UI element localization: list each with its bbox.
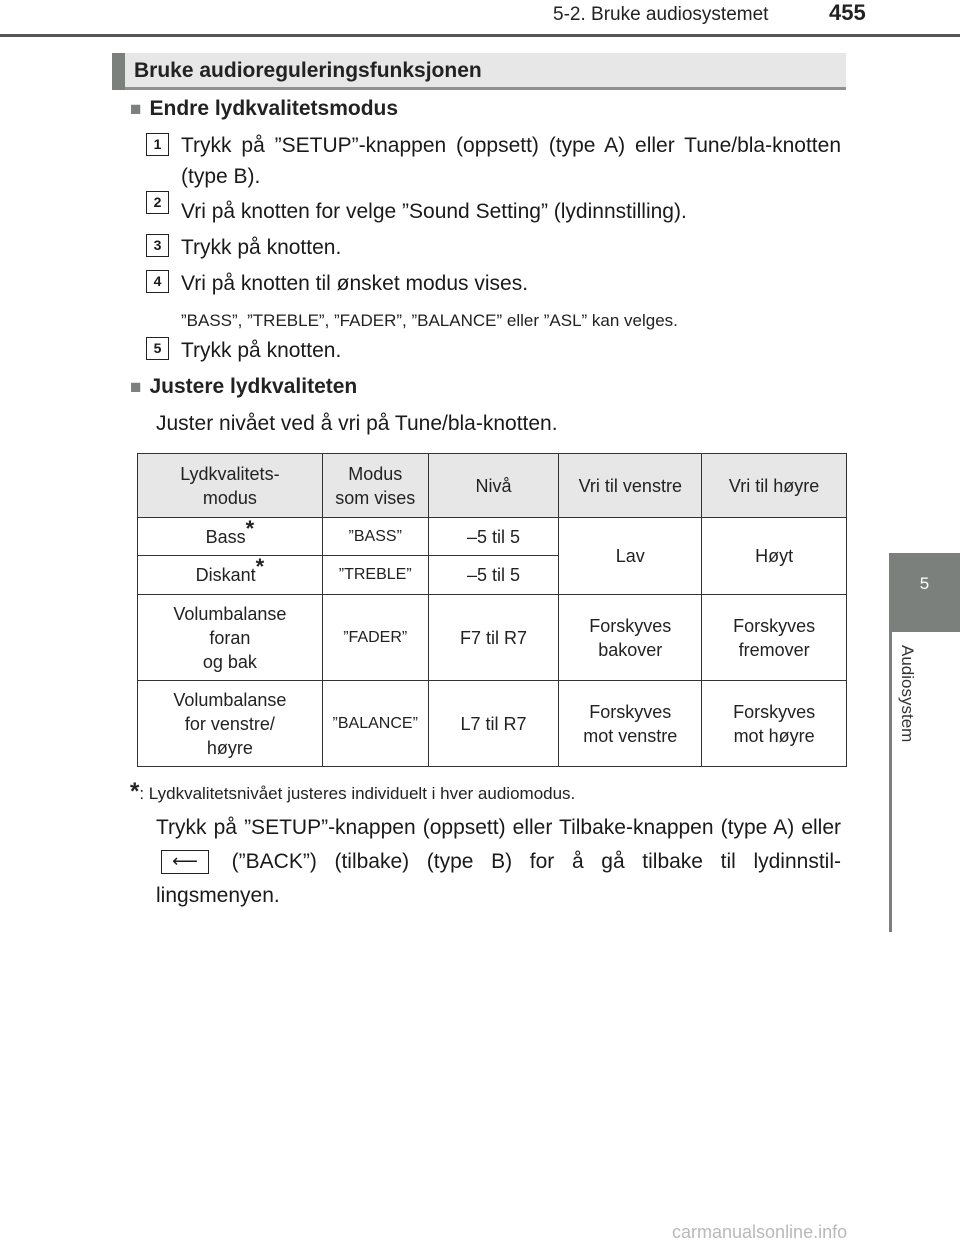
- subsection-title: Endre lydkvalitetsmodus: [149, 97, 399, 120]
- page-number: 455: [829, 0, 866, 25]
- cell-text: –5 til 5: [467, 565, 521, 585]
- step-text: Vri på knotten for velge ”Sound Setting” (lydinnstilling).: [181, 200, 687, 223]
- table-cell-display: [322, 518, 428, 556]
- subsection-intro: Juster nivået ved å vri på Tune/bla-knotten.: [156, 412, 558, 435]
- sound-quality-table: [137, 453, 847, 767]
- section-heading-bar: [112, 53, 846, 90]
- cell-text: Forskyves fremover: [733, 615, 816, 660]
- cell-text: ”FADER”: [343, 628, 408, 646]
- table-cell-mode: [138, 595, 323, 681]
- cell-text: Diskant: [195, 565, 256, 585]
- square-bullet-icon: ■: [130, 99, 142, 120]
- footnote-star: *: [245, 515, 255, 541]
- chapter-number: 5: [919, 574, 930, 593]
- cell-text: Forskyves bakover: [589, 615, 672, 660]
- watermark: carmanualsonline.info: [672, 1222, 848, 1242]
- step-number: 4: [146, 270, 169, 293]
- table-cell-right: [702, 681, 847, 767]
- cell-text: Volumbalanse foran og bak: [173, 603, 287, 672]
- table-row: [138, 595, 847, 681]
- cell-text: –5 til 5: [467, 526, 521, 547]
- step-text: Vri på knotten til ønsket modus vises.: [181, 272, 529, 295]
- step-note: ”BASS”, ”TREBLE”, ”FADER”, ”BALANCE” eller ”ASL” kan velges.: [181, 311, 678, 330]
- section-heading-mark: [112, 53, 125, 90]
- table-cell-right: [702, 518, 847, 595]
- closing-text-part2: (”BACK”) (tilbake) (type B) for å gå tilbake til lydinnstil-lingsmenyen.: [156, 850, 841, 907]
- step-number: 3: [146, 234, 169, 257]
- table-cell-level: [428, 681, 559, 767]
- cell-text: Forskyves mot venstre: [583, 701, 678, 746]
- cell-text: ”BALANCE”: [332, 714, 418, 732]
- subsection-title: Justere lydkvaliteten: [149, 375, 358, 398]
- subsection-endre: [130, 97, 398, 121]
- column-header: [428, 454, 559, 518]
- table-cell-display: [322, 681, 428, 767]
- column-header-text: Nivå: [475, 475, 512, 496]
- step-number: 2: [146, 191, 169, 214]
- step-text: Trykk på knotten.: [181, 236, 342, 259]
- table-cell-display: [322, 556, 428, 595]
- section-title: Bruke audioreguleringsfunksjonen: [134, 59, 482, 82]
- cell-text: Forskyves mot høyre: [733, 701, 816, 746]
- table-cell-mode: [138, 556, 323, 595]
- table-cell-left: [559, 518, 702, 595]
- cell-text: ”BASS”: [348, 527, 402, 545]
- header-section-title: 5-2. Bruke audiosystemet: [553, 4, 769, 25]
- step-number: 1: [146, 133, 169, 156]
- back-key-icon: [161, 850, 209, 874]
- table-cell-display: [322, 595, 428, 681]
- cell-text: Bass: [205, 526, 246, 547]
- table-cell-left: [559, 681, 702, 767]
- table-cell-mode: [138, 681, 323, 767]
- cell-text: Volumbalanse for venstre/ høyre: [173, 689, 287, 758]
- cell-text: Høyt: [755, 546, 794, 566]
- table-header-row: [138, 454, 847, 518]
- footnote-text: : Lydkvalitetsnivået justeres individuelt i hver audiomodus.: [139, 784, 576, 803]
- table-cell-level: [428, 595, 559, 681]
- column-header: [138, 454, 323, 518]
- step-text: Trykk på ”SETUP”-knappen (oppsett) (type A) eller Tune/bla-knotten (type B).: [181, 134, 841, 188]
- column-header: [559, 454, 702, 518]
- chapter-bar: [889, 632, 892, 932]
- footnote: [130, 778, 575, 806]
- chapter-tab: [889, 553, 960, 632]
- footnote-star: *: [255, 554, 265, 579]
- closing-text-part1: Trykk på ”SETUP”-knappen (oppsett) eller Tilbake-knappen (type A) eller: [156, 816, 841, 839]
- closing-paragraph: [156, 811, 841, 913]
- chapter-label: Audiosystem: [898, 645, 917, 743]
- table-row: [138, 681, 847, 767]
- step-text: Trykk på knotten.: [181, 339, 342, 362]
- column-header-text: Vri til høyre: [728, 475, 820, 496]
- table-cell-left: [559, 595, 702, 681]
- table-cell-level: [428, 556, 559, 595]
- cell-text: ”TREBLE”: [338, 566, 412, 583]
- step-number: 5: [146, 337, 169, 360]
- cell-text: F7 til R7: [460, 627, 528, 648]
- table-cell-level: [428, 518, 559, 556]
- subsection-justere: [130, 375, 357, 399]
- column-header: [702, 454, 847, 518]
- header-rule: [0, 34, 960, 37]
- cell-text: L7 til R7: [460, 713, 527, 734]
- table-row: [138, 518, 847, 556]
- footnote-star: *: [130, 778, 140, 805]
- square-bullet-icon: ■: [130, 377, 142, 398]
- table-cell-mode: [138, 515, 323, 556]
- column-header-text: Lydkvalitets- modus: [180, 463, 280, 508]
- cell-text: Lav: [615, 546, 645, 566]
- column-header-text: Modus som vises: [335, 463, 416, 508]
- column-header-text: Vri til venstre: [578, 475, 682, 496]
- table-cell-right: [702, 595, 847, 681]
- back-arrow-icon: ⟵: [172, 851, 198, 872]
- column-header: [322, 454, 428, 518]
